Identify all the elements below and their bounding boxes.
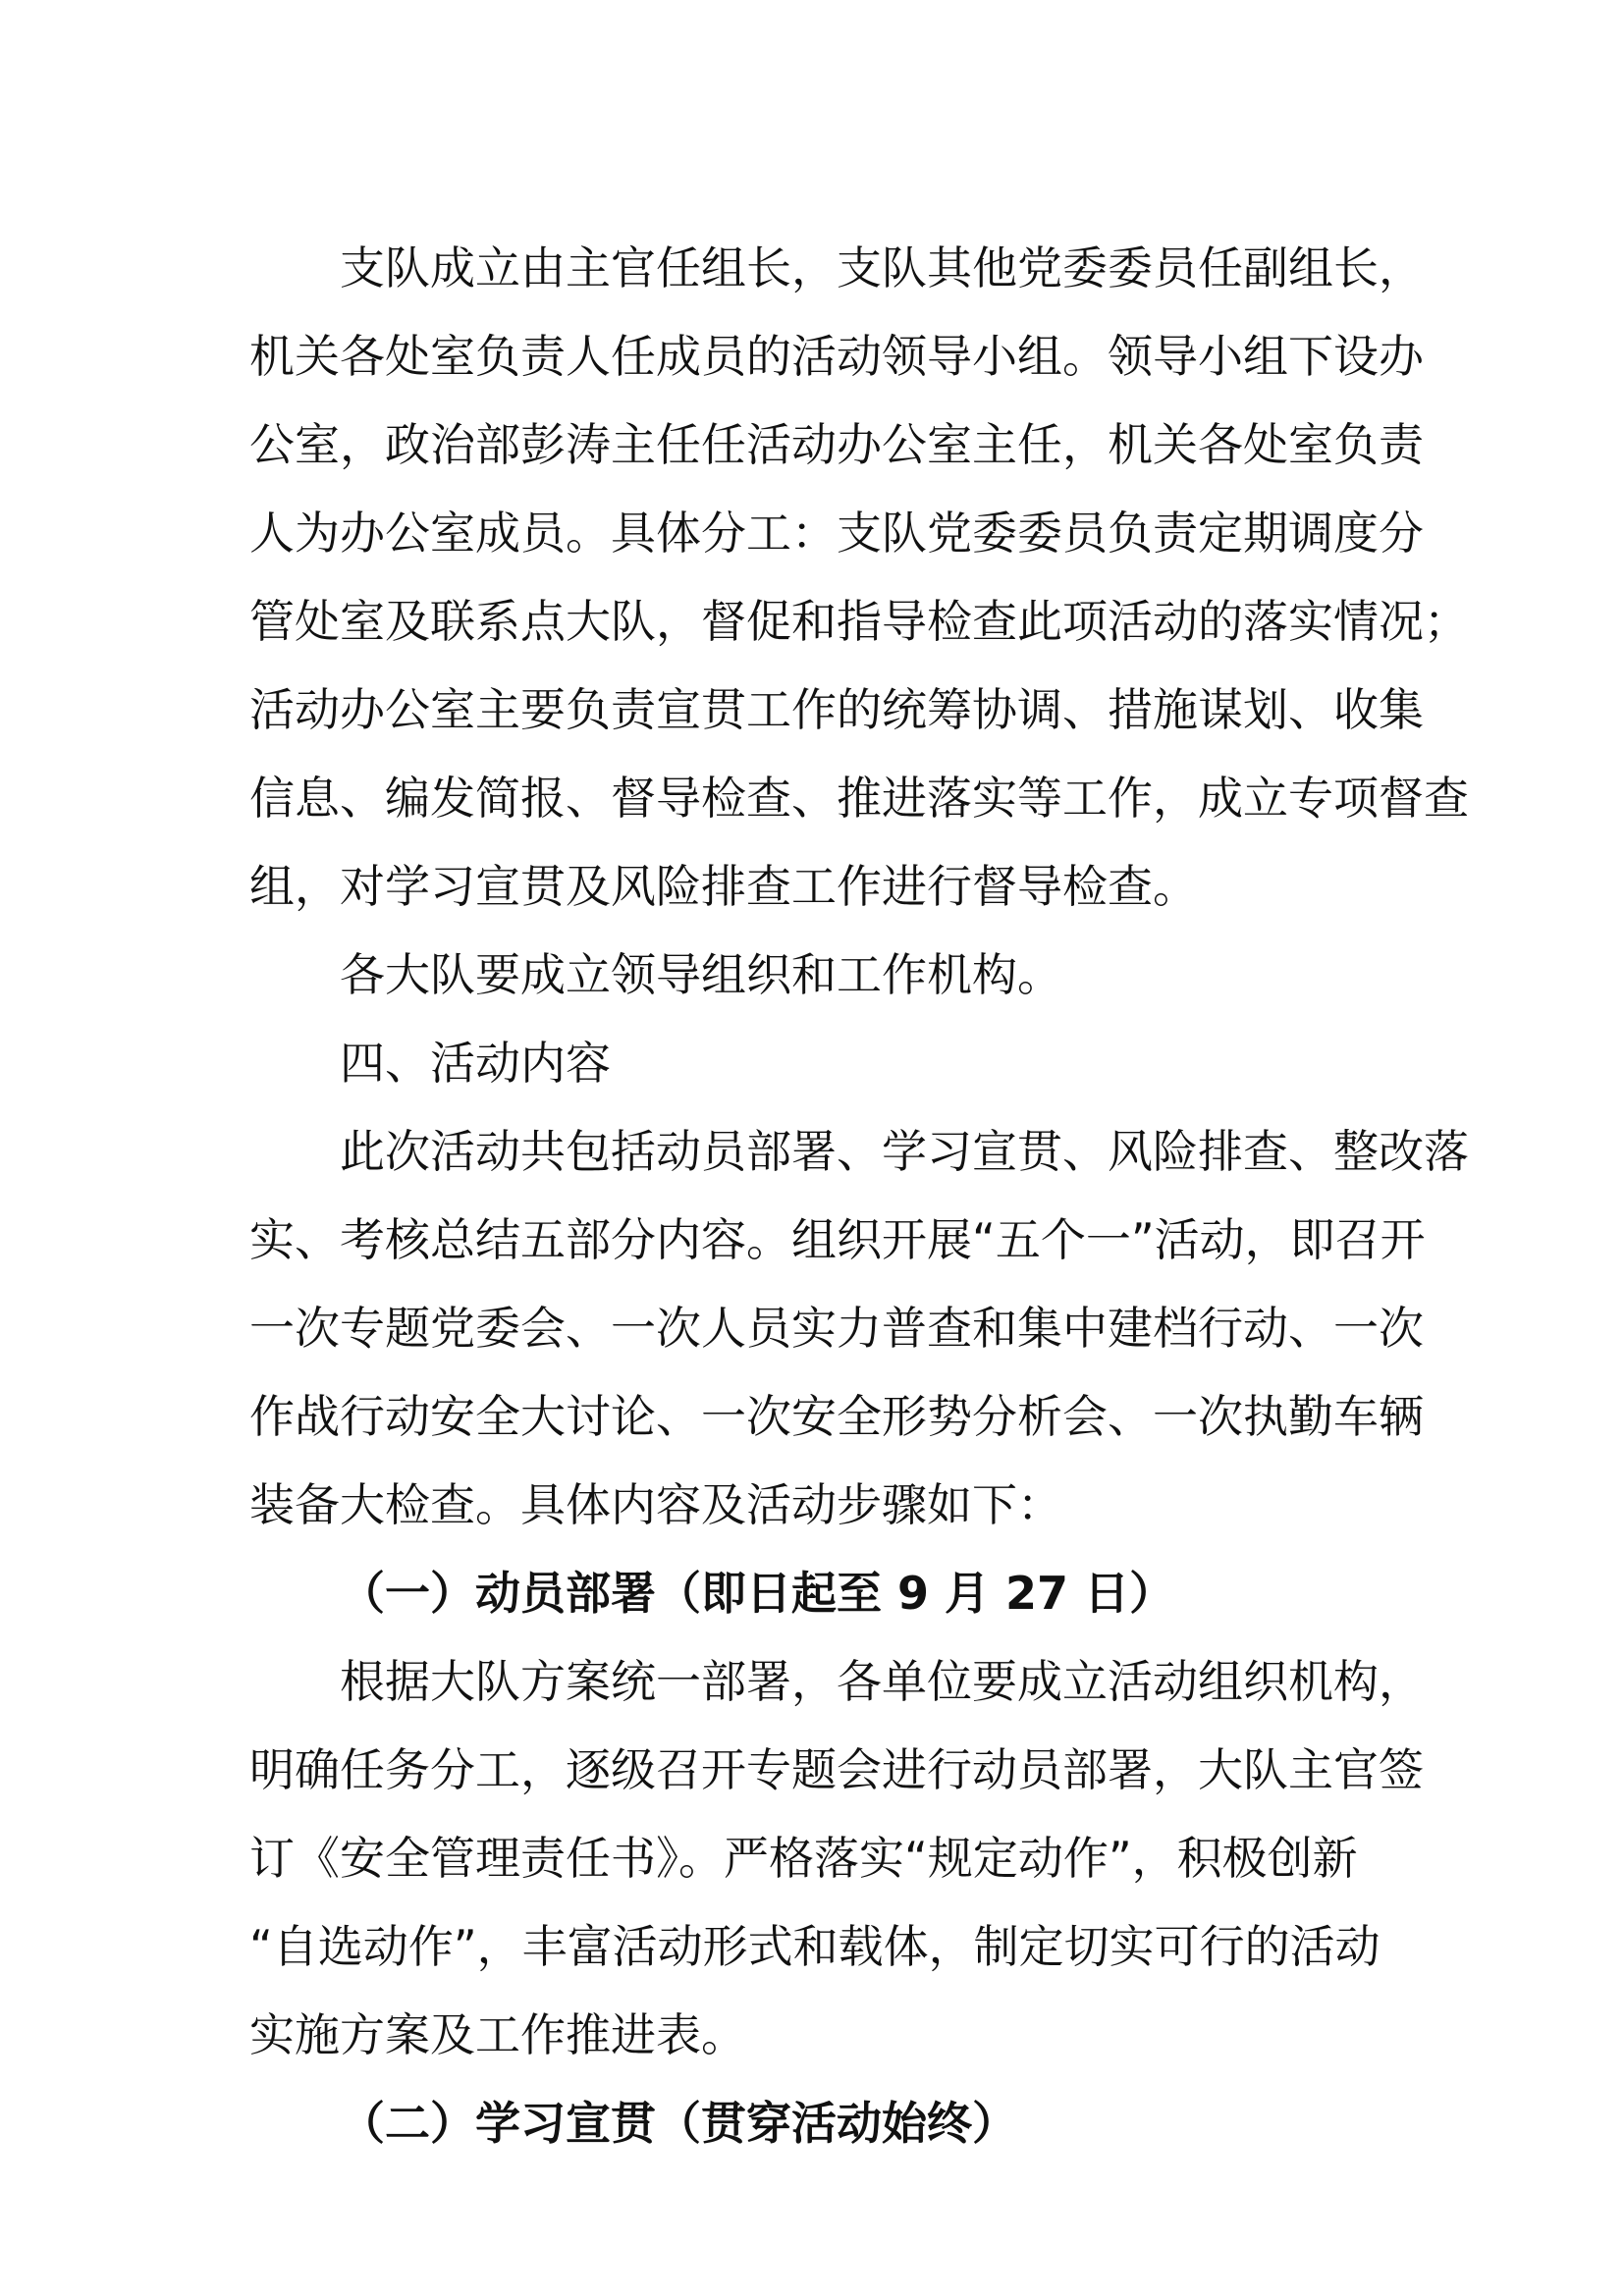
text-line: 管处室及联系点大队，督促和指导检查此项活动的落实情况； [249, 595, 1469, 648]
paragraph-activity-overview [249, 1107, 1469, 1549]
text-line: 订《安全管理责任书》。严格落实“规定动作”，积极创新 [249, 1832, 1358, 1885]
paragraph-leadership-group [249, 224, 1469, 931]
text-line: 作战行动安全大讨论、一次安全形势分析会、一次执勤车辆 [249, 1390, 1424, 1443]
text-line: 明确任务分工，逐级召开专题会进行动员部署，大队主官签 [249, 1743, 1424, 1796]
subsection-heading-mobilization [249, 1549, 1428, 1637]
subsection-heading-study-promotion [249, 2079, 1428, 2167]
text-line: 根据大队方案统一部署，各单位要成立活动组织机构， [340, 1655, 1424, 1708]
text-line: 各大队要成立领导组织和工作机构。 [340, 948, 1062, 1001]
text-line: （一）动员部署（即日起至 9 月 27 日） [340, 1567, 1175, 1620]
text-line: 一次专题党委会、一次人员实力普查和集中建档行动、一次 [249, 1302, 1424, 1355]
text-line: 组，对学习宣贯及风险排查工作进行督导检查。 [249, 860, 1198, 913]
text-line: 四、活动内容 [340, 1037, 611, 1090]
paragraph-brigade-organization [249, 931, 1428, 1019]
section-title-activity-content [249, 1019, 1428, 1107]
text-line: 此次活动共包括动员部署、学习宣贯、风险排查、整改落 [340, 1125, 1469, 1178]
text-line: 装备大检查。具体内容及活动步骤如下： [249, 1478, 1062, 1531]
text-line: 公室，政治部彭涛主任任活动办公室主任，机关各处室负责 [249, 418, 1424, 471]
text-line: （二）学习宣贯（贯穿活动始终） [340, 2097, 1017, 2150]
text-line: 实施方案及工作推进表。 [249, 2008, 746, 2061]
text-line: 人为办公室成员。具体分工：支队党委委员负责定期调度分 [249, 507, 1424, 560]
paragraph-mobilization-details [249, 1637, 1428, 2079]
text-line: 信息、编发简报、督导检查、推进落实等工作，成立专项督查 [249, 772, 1469, 825]
text-line: “自选动作”，丰富活动形式和载体，制定切实可行的活动 [249, 1920, 1380, 1973]
text-line: 实、考核总结五部分内容。组织开展“五个一”活动，即召开 [249, 1213, 1426, 1266]
document-body [249, 224, 1469, 2167]
text-line: 活动办公室主要负责宣贯工作的统筹协调、措施谋划、收集 [249, 683, 1424, 736]
text-line: 支队成立由主官任组长，支队其他党委委员任副组长， [340, 241, 1424, 294]
text-line: 机关各处室负责人任成员的活动领导小组。领导小组下设办 [249, 330, 1424, 383]
